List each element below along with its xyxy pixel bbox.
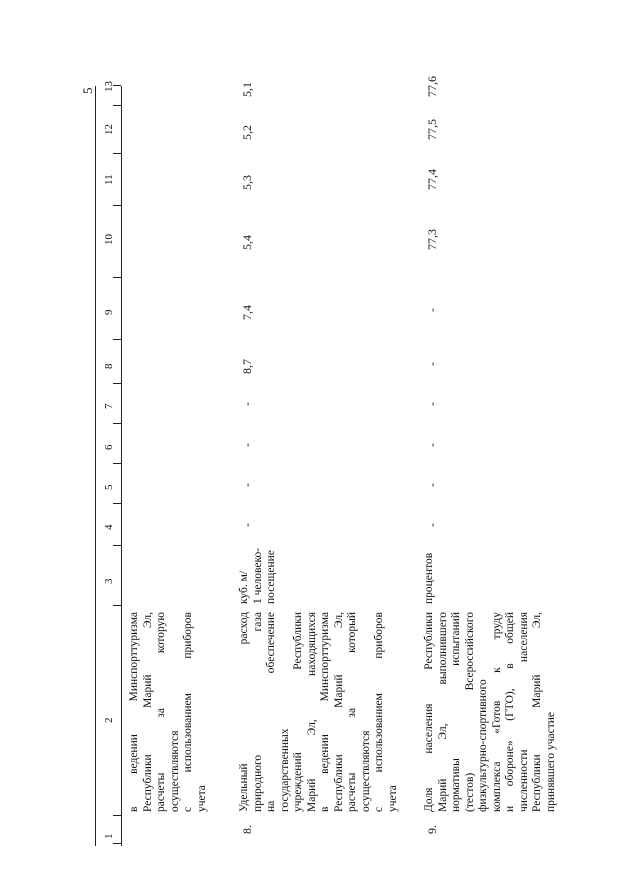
value-cell-col-12: 5,2	[240, 125, 254, 140]
description-line: расчеты за которую	[155, 612, 167, 812]
page-number: 5	[80, 87, 95, 94]
indicator-description	[238, 612, 400, 812]
column-number-7: 7	[103, 403, 115, 409]
column-number-11: 11	[103, 174, 115, 185]
description-line: на обеспечение	[265, 612, 277, 812]
column-number-3: 3	[103, 578, 115, 584]
column-divider-tick	[113, 605, 121, 606]
value-cell-col-12: 77,5	[425, 119, 439, 140]
description-line: Марий Эл, находящихся	[305, 612, 318, 812]
description-line: численности населения	[517, 612, 530, 812]
column-divider-tick	[113, 545, 121, 546]
description-line: осуществляются	[168, 730, 181, 812]
column-divider-tick	[113, 383, 121, 384]
description-line: комплекса «Готов к труду	[490, 612, 503, 812]
unit-line: процентов	[423, 552, 435, 604]
column-divider-tick	[113, 105, 121, 106]
column-divider-tick	[113, 339, 121, 340]
header-bottom-rule	[121, 86, 122, 846]
description-line: нормативы испытаний	[450, 612, 462, 812]
description-line: расчеты за который	[346, 612, 358, 812]
description-line: в ведении Минспорттуризма	[319, 612, 331, 812]
description-line: учета	[386, 785, 399, 812]
column-divider-tick	[113, 277, 121, 278]
value-cell-col-6: -	[425, 443, 439, 447]
unit-line: 1 человеко-	[251, 547, 264, 604]
column-number-9: 9	[103, 309, 115, 315]
description-line: Доля населения Республики	[423, 612, 435, 812]
indicator-description	[423, 612, 558, 812]
value-cell-col-7: -	[425, 402, 439, 406]
description-line: Республики Марий Эл,	[531, 612, 543, 812]
column-number-8: 8	[103, 363, 115, 369]
column-number-2: 2	[103, 717, 115, 723]
column-number-4: 4	[103, 524, 115, 530]
table-top-rule	[95, 86, 96, 846]
value-cell-col-13: 77,6	[425, 76, 439, 97]
indicator-description	[128, 612, 209, 812]
description-line: учета	[195, 785, 208, 812]
description-line: осуществляются	[359, 730, 372, 812]
column-divider-tick	[113, 205, 121, 206]
description-line: Республики Марий Эл,	[332, 612, 345, 812]
column-divider-tick	[113, 843, 121, 844]
column-number-10: 10	[103, 234, 115, 245]
value-cell-col-13: 5,1	[240, 82, 254, 97]
value-cell-col-7: -	[240, 402, 254, 406]
description-line: физкультурно-спортивного	[477, 679, 489, 812]
description-line: природного газа	[251, 612, 264, 812]
value-cell-col-9: -	[425, 308, 439, 312]
column-number-12: 12	[103, 124, 115, 135]
description-line: (тестов) Всероссийского	[463, 612, 476, 812]
unit-of-measure	[238, 548, 279, 604]
unit-line: куб. м/	[238, 570, 250, 604]
description-line: с использованием приборов	[182, 612, 194, 812]
value-cell-col-5: -	[425, 483, 439, 487]
description-line: в ведении Минспорттуризма	[128, 612, 140, 812]
value-cell-col-4: -	[240, 523, 254, 527]
row-number: 9.	[425, 825, 439, 834]
value-cell-col-8: 8,7	[240, 359, 254, 374]
description-line: и обороне» (ГТО), в общей	[504, 612, 516, 812]
column-divider-tick	[113, 503, 121, 504]
column-divider-tick	[113, 815, 121, 816]
column-number-13: 13	[103, 81, 115, 92]
description-line: принявшего участие	[544, 712, 557, 812]
column-number-5: 5	[103, 484, 115, 490]
unit-line: посещение	[265, 550, 277, 604]
value-cell-col-10: 5,4	[240, 235, 254, 250]
value-cell-col-5: -	[240, 483, 254, 487]
value-cell-col-4: -	[425, 523, 439, 527]
description-line: учреждений Республики	[292, 612, 304, 812]
column-divider-tick	[113, 463, 121, 464]
description-line: Удельный расход	[238, 612, 250, 812]
column-number-1: 1	[103, 833, 115, 839]
column-divider-tick	[113, 153, 121, 154]
unit-of-measure	[423, 553, 437, 604]
value-cell-col-8: -	[425, 362, 439, 366]
value-cell-col-9: 7,4	[240, 305, 254, 320]
value-cell-col-11: 77,4	[425, 169, 439, 190]
row-number: 8.	[240, 825, 254, 834]
value-cell-col-10: 77,3	[425, 229, 439, 250]
value-cell-col-11: 5,3	[240, 175, 254, 190]
column-number-6: 6	[103, 444, 115, 450]
description-line: Марий Эл, выполнившего	[436, 612, 449, 812]
description-line: государственных	[278, 728, 291, 812]
column-divider-tick	[113, 423, 121, 424]
description-line: Республики Марий Эл,	[141, 612, 154, 812]
description-line: с использованием приборов	[373, 612, 385, 812]
value-cell-col-6: -	[240, 443, 254, 447]
